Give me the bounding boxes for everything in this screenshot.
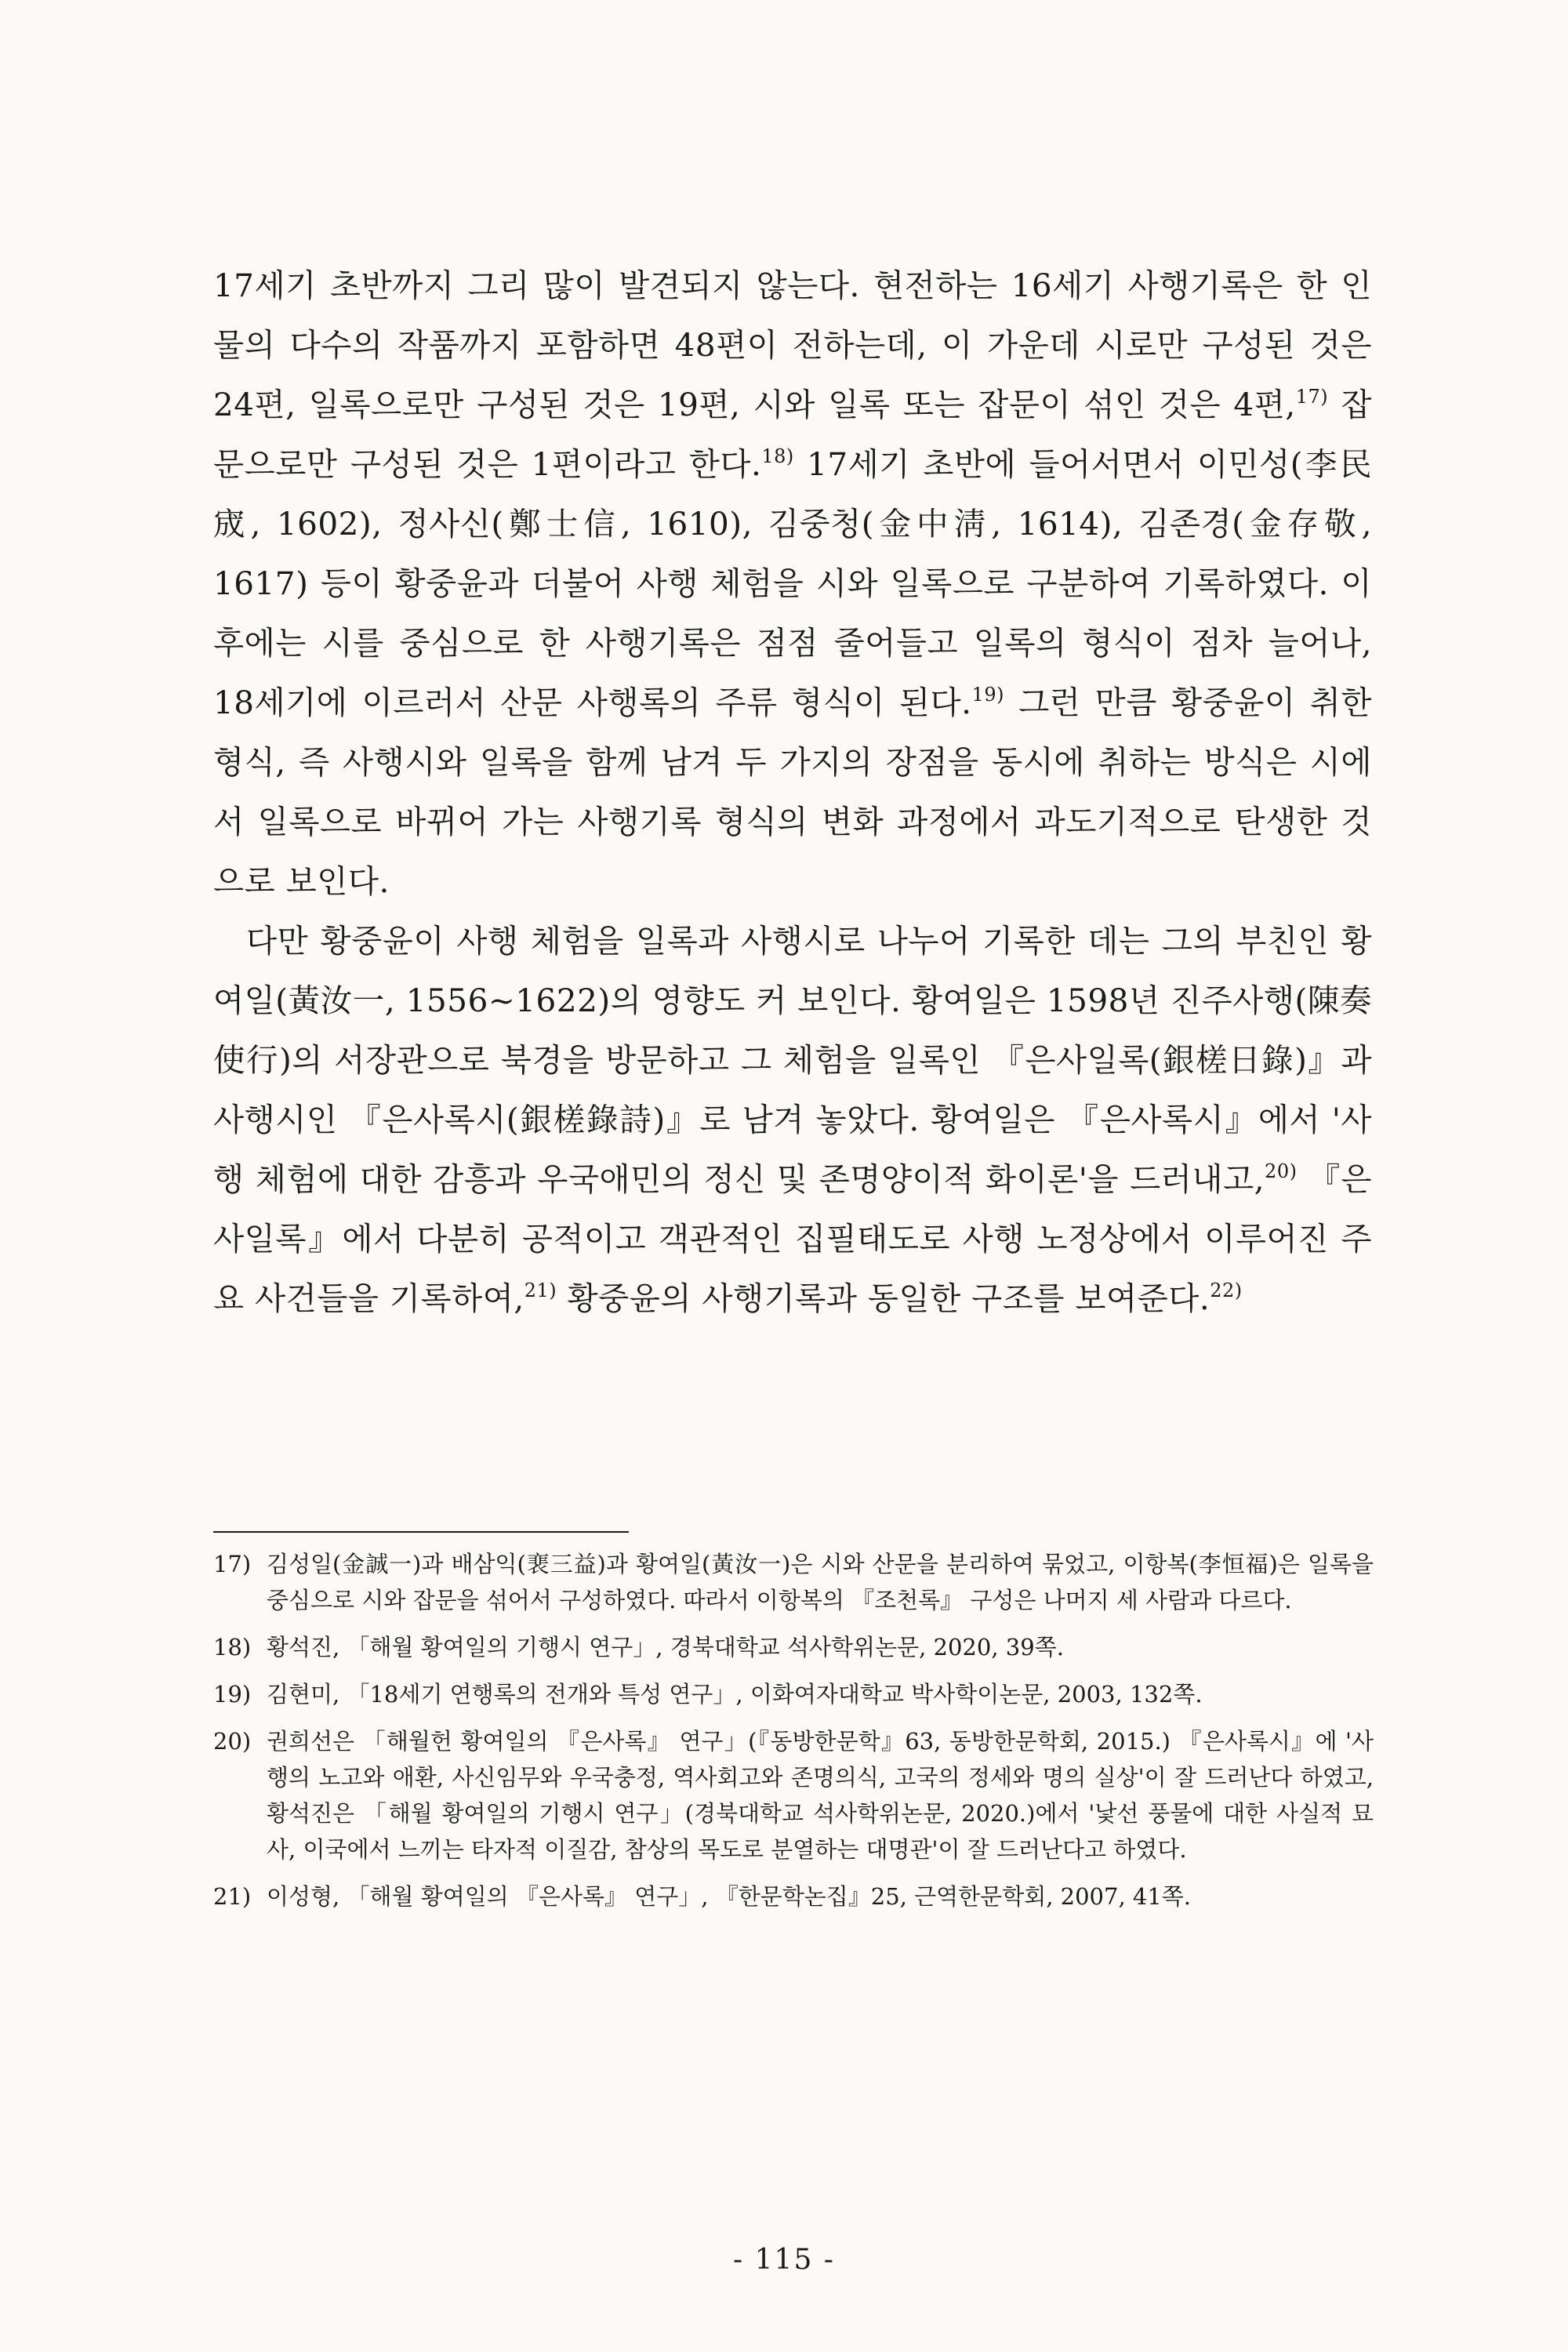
footnote-ref-19: 19) (971, 683, 1004, 706)
footnote-18 (213, 1629, 1374, 1665)
paragraph-2-sentence-3: 황중윤의 사행기록과 동일한 구조를 보여준다. (557, 1279, 1210, 1317)
page-number: - 115 - (733, 2244, 835, 2276)
footnote-text: 황석진, 「해월 황여일의 기행시 연구」, 경북대학교 석사학위논문, 2020, 39쪽. (267, 1634, 1064, 1661)
footnote-divider (213, 1531, 629, 1533)
footnote-number: 18) (213, 1634, 252, 1661)
footnote-ref-20: 20) (1265, 1160, 1298, 1182)
paragraph-1 (213, 256, 1372, 911)
paragraph-1-sentence-3: 17세기 초반에 들어서면서 이민성(李民宬, 1602), 정사신(鄭士信, 1610), 김중청(金中淸, 1614), 김존경(金存敬, 1617) 등이 황중윤과 더불어 사행 체험을 시와 일록으로 구분하여 기록하였다. 이후에는 시를 중심으로 한 사행기록은 점점 줄어들고 일록의 형식이 점차 늘어나, 18세기에 이르러서 산문 사행록의 주류 형식이 된다. (213, 445, 1372, 721)
paragraph-1-sentence-1: 17세기 초반까지 그리 많이 발견되지 않는다. 현전하는 16세기 사행기록은 한 인물의 다수의 작품까지 포함하면 48편이 전하는데, 이 가운데 시로만 구성된 것은 24편, 일록으로만 구성된 것은 19편, 시와 일록 또는 잡문이 섞인 것은 4편, (213, 267, 1372, 423)
footnote-number: 17) (213, 1551, 252, 1577)
footnote-text: 권희선은 「해월헌 황여일의 『은사록』 연구」(『동방한문학』63, 동방한문학회, 2015.) 『은사록시』에 '사행의 노고와 애환, 사신임무와 우국충정, 역사회고와 존명의식, 고국의 정세와 명의 실상'이 잘 드러난다 하였고, 황석진은 「해월 황여일의 기행시 연구」(경북대학교 석사학위논문, 2020.)에서 '낯선 풍물에 대한 사실적 묘사, 이국에서 느끼는 타자적 이질감, 참상의 목도로 분열하는 대명관'이 잘 드러난다고 하였다. (267, 1728, 1374, 1863)
paragraph-1-sentence-2: 잡문으로만 구성된 것은 1편이라고 한다. (213, 386, 1373, 483)
footnote-21 (213, 1878, 1374, 1915)
footnote-number: 19) (213, 1681, 252, 1708)
paragraph-1-sentence-4: 그런 만큼 황중윤이 취한 형식, 즉 사행시와 일록을 함께 남겨 두 가지의 장점을 동시에 취하는 방식은 시에서 일록으로 바뀌어 가는 사행기록 형식의 변화 과정에서 과도기적으로 탄생한 것으로 보인다. (213, 684, 1372, 900)
paragraph-2-sentence-2: 『은사일록』에서 다분히 공적이고 객관적인 집필태도로 사행 노정상에서 이루어진 주요 사건들을 기록하여, (213, 1160, 1373, 1317)
footnote-text: 김성일(金誠一)과 배삼익(裵三益)과 황여일(黃汝一)은 시와 산문을 분리하여 묶었고, 이항복(李恒福)은 일록을 중심으로 시와 잡문을 섞어서 구성하였다. 따라서 이항복의 『조천록』 구성은 나머지 세 사람과 다르다. (267, 1551, 1374, 1613)
paragraph-2-sentence-1: 다만 황중윤이 사행 체험을 일록과 사행시로 나누어 기록한 데는 그의 부친인 황여일(黃汝一, 1556~1622)의 영향도 커 보인다. 황여일은 1598년 진주사행(陳奏使行)의 서장관으로 북경을 방문하고 그 체험을 일록인 『은사일록(銀槎日錄)』과 사행시인 『은사록시(銀槎錄詩)』로 남겨 놓았다. 황여일은 『은사록시』에서 '사행 체험에 대한 감흥과 우국애민의 정신 및 존명양이적 화이론'을 드러내고, (213, 922, 1372, 1198)
footnote-19 (213, 1676, 1374, 1712)
main-text (213, 256, 1372, 1328)
footnotes (213, 1546, 1374, 1926)
footnote-ref-18: 18) (761, 445, 794, 467)
footnote-17 (213, 1546, 1374, 1618)
footnote-ref-21: 21) (524, 1279, 557, 1301)
footnote-ref-17: 17) (1295, 385, 1329, 408)
footnote-number: 21) (213, 1883, 252, 1910)
paragraph-2 (213, 911, 1372, 1328)
footnote-20 (213, 1723, 1374, 1867)
footnote-number: 20) (213, 1728, 252, 1755)
footnote-ref-22: 22) (1210, 1279, 1243, 1301)
footnote-text: 김현미, 「18세기 연행록의 전개와 특성 연구」, 이화여자대학교 박사학이논문, 2003, 132쪽. (267, 1681, 1203, 1708)
footnote-text: 이성형, 「해월 황여일의 『은사록』 연구」, 『한문학논집』25, 근역한문학회, 2007, 41쪽. (267, 1883, 1192, 1910)
